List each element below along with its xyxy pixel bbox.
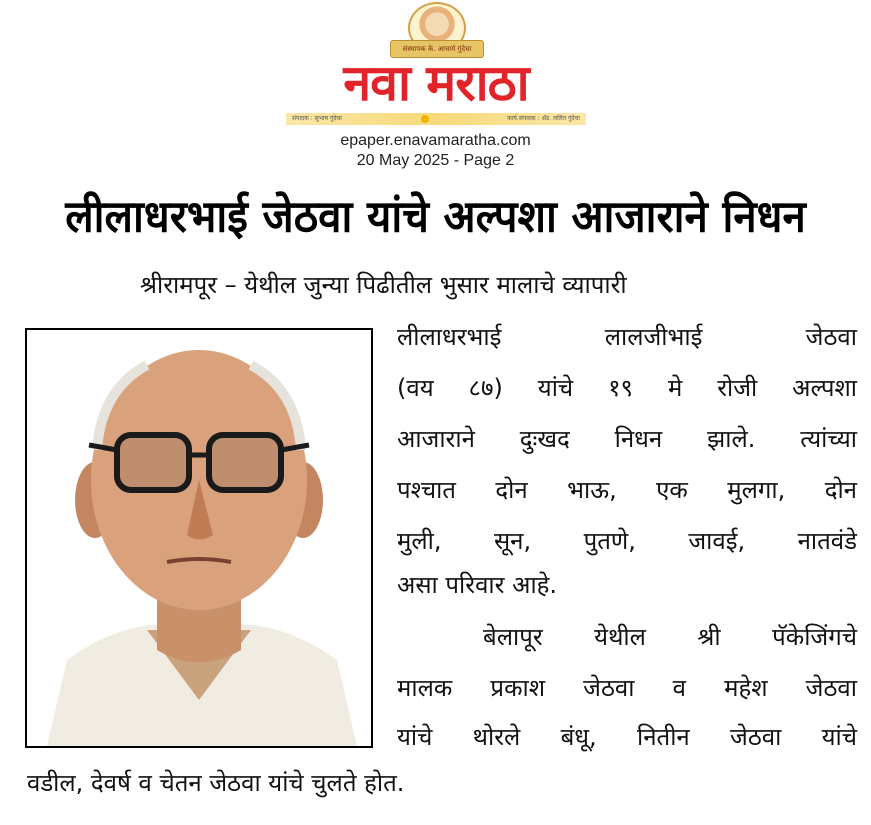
article-line-6: मुली, सून, पुतणे, जावई, नातवंडे <box>397 527 857 555</box>
source-date: 20 May 2025 - Page 2 <box>356 152 515 169</box>
article-line-11: वडील, देवर्ष व चेतन जेठवा यांचे चुलते होत. <box>27 769 405 797</box>
founder-ribbon: संस्थापक के. आचार्य गुंदेचा <box>390 40 484 58</box>
newspaper-logo: नवा मराठा <box>343 54 529 112</box>
portrait-photo <box>25 328 373 748</box>
article-line-4: आजाराने दुःखद निधन झाले. त्यांच्या <box>397 425 857 453</box>
article-line-2: लीलाधरभाई लालजीभाई जेठवा <box>397 323 857 351</box>
article-line-10: यांचे थोरले बंधू, नितीन जेठवा यांचे <box>397 723 857 751</box>
article-headline: लीलाधरभाई जेठवा यांचे अल्पशा आजाराने निधन <box>65 190 806 243</box>
editor-credit: संपादक : सुभाष गुंदेचा <box>292 115 342 122</box>
masthead <box>0 0 871 175</box>
article-line-1: श्रीरामपूर – येथील जुन्या पिढीतील भुसार मालाचे व्यापारी <box>140 271 627 299</box>
article-line-8: बेलापूर येथील श्री पॅकेजिंगचे <box>483 623 857 651</box>
source-url: epaper.enavamaratha.com <box>340 132 531 149</box>
article-line-9: मालक प्रकाश जेठवा व महेश जेठवा <box>397 674 857 702</box>
article-line-3: (वय ८७) यांचे १९ मे रोजी अल्पशा <box>397 374 857 402</box>
executive-editor-credit: कार्य.संपादक : ॲड. ललित गुंदेचा <box>507 115 580 122</box>
logo-strip <box>286 113 586 125</box>
elderly-man-photo-illustration <box>27 330 371 746</box>
article-line-5: पश्चात दोन भाऊ, एक मुलगा, दोन <box>397 476 857 504</box>
sun-icon <box>421 115 429 123</box>
article-line-7: असा परिवार आहे. <box>397 571 557 599</box>
